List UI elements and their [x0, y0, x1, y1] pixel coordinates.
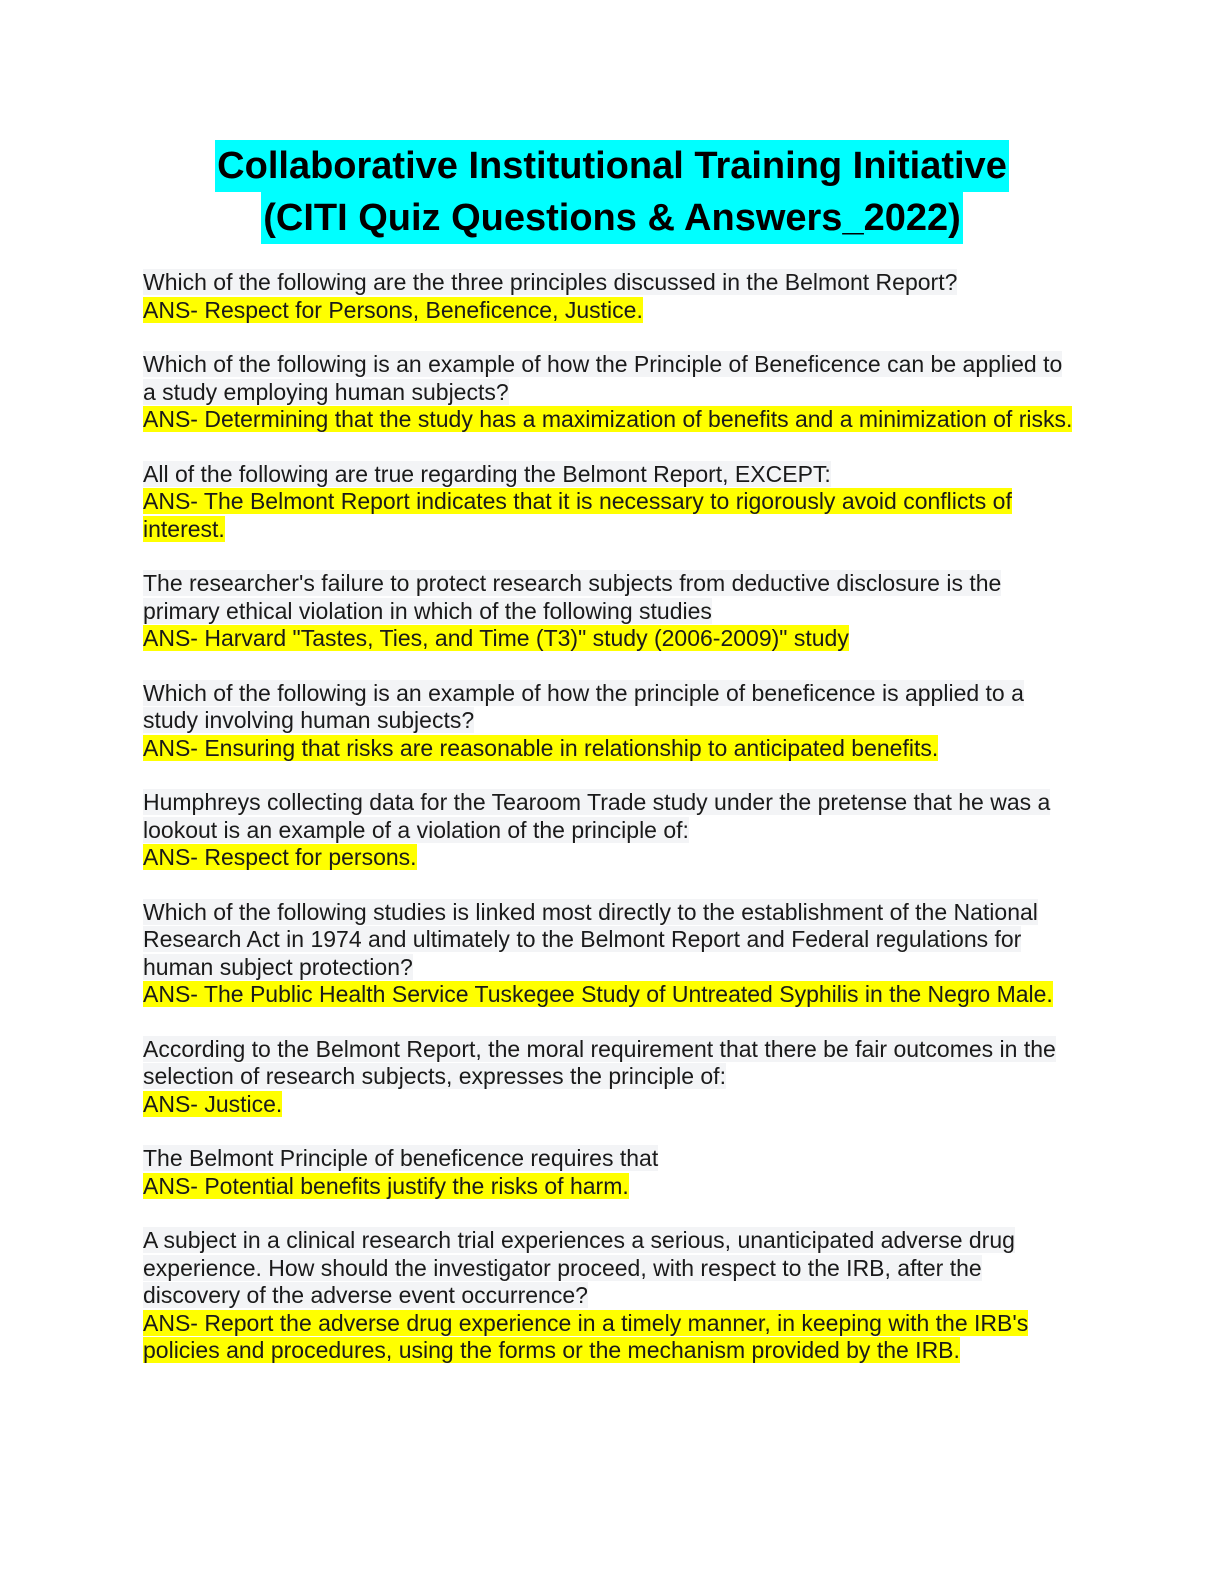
title-line-2: (CITI Quiz Questions & Answers_2022)	[261, 192, 963, 244]
qa-item	[143, 899, 1073, 1009]
answer-text: ANS- The Public Health Service Tuskegee Study of Untreated Syphilis in the Negro Male.	[143, 981, 1053, 1007]
qa-item	[143, 461, 1073, 544]
answer-text: ANS- Potential benefits justify the risks of harm.	[143, 1172, 629, 1199]
question-text: Humphreys collecting data for the Tearoom Trade study under the pretense that he was a lookout is an example of a violation of the principle of:	[143, 789, 1051, 843]
qa-item	[143, 680, 1073, 763]
question-text: The Belmont Principle of beneficence requires that	[143, 1145, 659, 1171]
question-text: Which of the following are the three principles discussed in the Belmont Report?	[143, 269, 958, 295]
answer-text: ANS- Determining that the study has a maximization of benefits and a minimization of risks.	[143, 406, 1073, 432]
qa-item	[143, 1145, 1073, 1200]
qa-item	[143, 570, 1073, 653]
qa-item	[143, 789, 1073, 872]
question-text: Which of the following studies is linked most directly to the establishment of the National Research Act in 1974 and ultimately to the Belmont Report and Federal regulations for human subject protection?	[143, 898, 1038, 980]
answer-text: ANS- Harvard "Tastes, Ties, and Time (T3)" study (2006-2009)" study	[143, 625, 849, 651]
title-line-1: Collaborative Institutional Training Initiative	[215, 140, 1009, 192]
question-text: A subject in a clinical research trial experiences a serious, unanticipated adverse drug experience. How should the investigator proceed, with respect to the IRB, after the discovery of the adverse event occurrence?	[143, 1227, 1015, 1308]
document-title	[0, 140, 1224, 244]
question-text: All of the following are true regarding the Belmont Report, EXCEPT:	[143, 460, 831, 487]
question-text: Which of the following is an example of how the Principle of Beneficence can be applied to a study employing human subjects?	[143, 351, 1063, 405]
answer-text: ANS- The Belmont Report indicates that it is necessary to rigorously avoid conflicts of interest.	[143, 488, 1012, 542]
answer-text: ANS- Respect for persons.	[143, 844, 417, 870]
question-text: According to the Belmont Report, the moral requirement that there be fair outcomes in the selection of research subjects, expresses the principle of:	[143, 1035, 1056, 1089]
question-text: The researcher's failure to protect research subjects from deductive disclosure is the primary ethical violation in which of the following studies	[143, 570, 1002, 624]
answer-text: ANS- Justice.	[143, 1090, 283, 1117]
qa-item	[143, 269, 1073, 324]
answer-text: ANS- Ensuring that risks are reasonable in relationship to anticipated benefits.	[143, 734, 939, 761]
qa-item	[143, 1036, 1073, 1119]
qa-item	[143, 1227, 1073, 1365]
answer-text: ANS- Report the adverse drug experience in a timely manner, in keeping with the IRB's policies and procedures, using the forms or the mechanism provided by the IRB.	[143, 1309, 1029, 1363]
qa-item	[143, 351, 1073, 434]
question-text: Which of the following is an example of how the principle of beneficence is applied to a study involving human subjects?	[143, 679, 1024, 733]
answer-text: ANS- Respect for Persons, Beneficence, Justice.	[143, 296, 643, 323]
qa-list	[143, 269, 1073, 1392]
